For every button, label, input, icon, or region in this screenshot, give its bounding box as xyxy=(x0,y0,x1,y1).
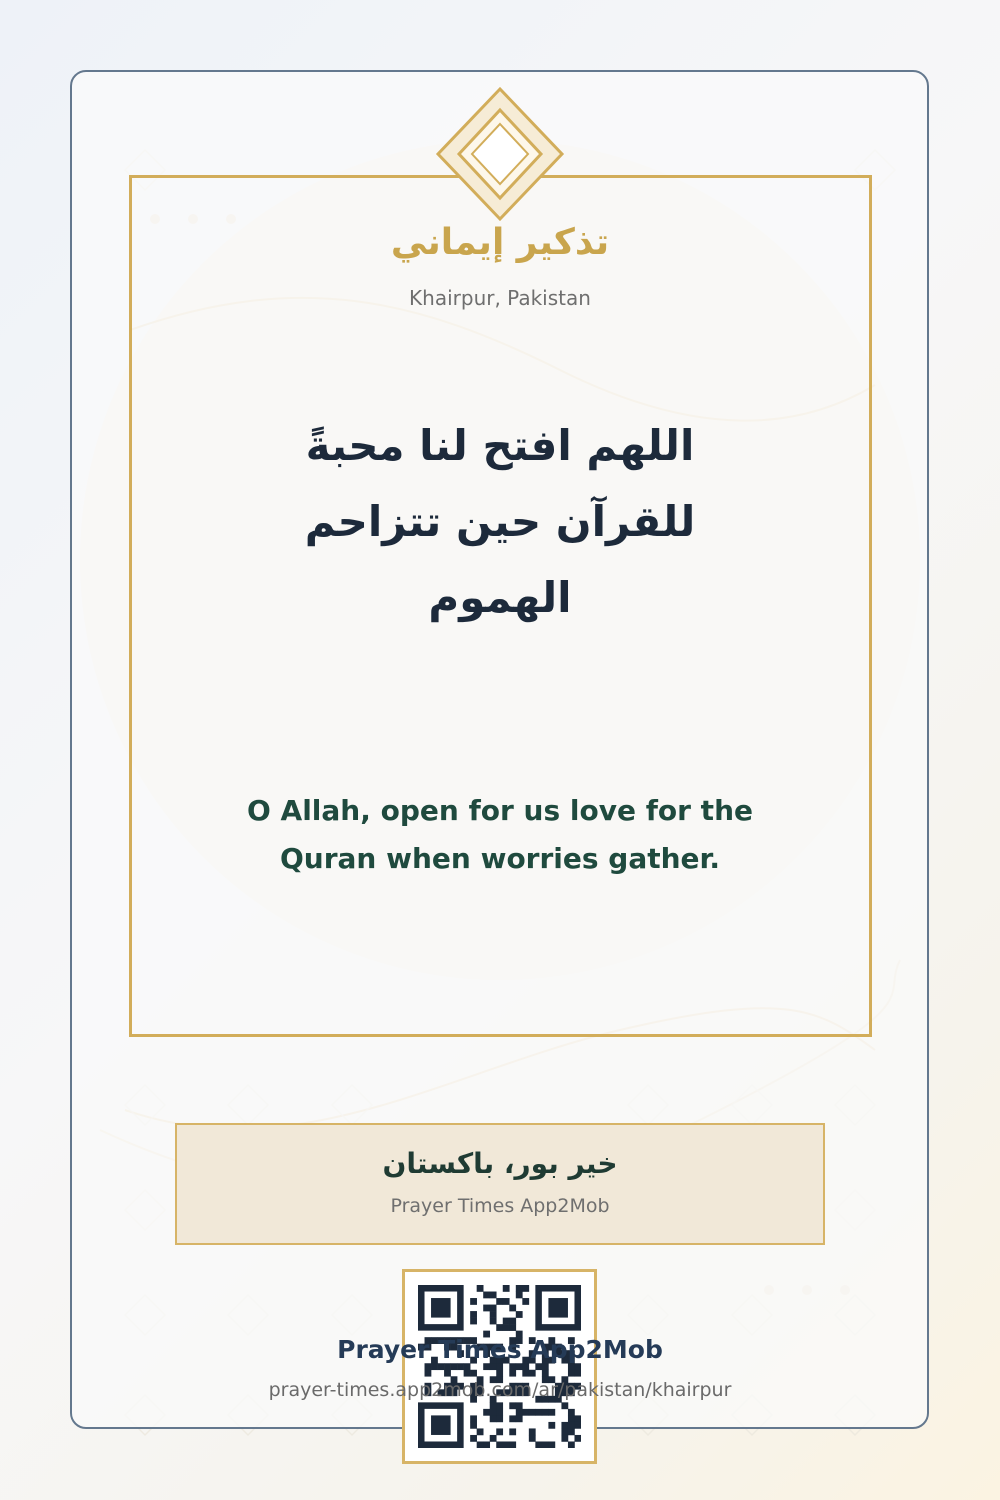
qr-module xyxy=(516,1402,523,1409)
arabic-quote-line: اللهم افتح لنا محبةً xyxy=(305,421,695,470)
qr-module xyxy=(568,1415,575,1422)
qr-module xyxy=(548,1441,555,1448)
qr-module xyxy=(490,1311,497,1318)
qr-module xyxy=(516,1285,523,1292)
brand-title: تذكير إيماني xyxy=(390,222,610,263)
qr-module xyxy=(496,1409,503,1416)
qr-module xyxy=(496,1415,503,1422)
qr-module xyxy=(509,1318,516,1325)
diamond-emblem-icon xyxy=(435,86,565,222)
qr-module xyxy=(568,1363,575,1370)
qr-module xyxy=(522,1285,529,1292)
qr-module xyxy=(490,1435,497,1442)
qr-module xyxy=(509,1402,516,1409)
qr-module xyxy=(574,1415,581,1422)
qr-module xyxy=(516,1409,523,1416)
qr-module xyxy=(490,1363,497,1370)
qr-module xyxy=(438,1363,445,1370)
qr-module xyxy=(496,1298,503,1305)
qr-module xyxy=(464,1363,471,1370)
app-name: Prayer Times App2Mob xyxy=(390,1195,610,1217)
qr-module xyxy=(490,1415,497,1422)
qr-module xyxy=(470,1298,477,1305)
qr-module xyxy=(490,1305,497,1312)
qr-module xyxy=(503,1318,510,1325)
qr-module xyxy=(483,1305,490,1312)
location-label: Khairpur, Pakistan xyxy=(409,286,591,310)
qr-module xyxy=(548,1298,568,1318)
qr-module xyxy=(542,1409,549,1416)
qr-module xyxy=(522,1363,529,1370)
qr-module xyxy=(509,1441,516,1448)
qr-module xyxy=(574,1370,581,1377)
qr-module xyxy=(548,1422,555,1429)
footer-url[interactable]: prayer-times.app2mob.com/ar/pakistan/khairpur xyxy=(268,1379,732,1401)
qr-module xyxy=(568,1441,575,1448)
qr-module xyxy=(483,1409,490,1416)
english-quote xyxy=(200,787,800,883)
qr-module xyxy=(568,1370,575,1377)
qr-module xyxy=(561,1435,568,1442)
qr-module xyxy=(444,1363,451,1370)
arabic-quote-line: للقرآن حين تتزاحم xyxy=(304,497,696,546)
qr-module xyxy=(470,1415,477,1422)
qr-module xyxy=(535,1409,542,1416)
qr-module xyxy=(457,1363,464,1370)
qr-module xyxy=(516,1415,523,1422)
qr-module xyxy=(509,1415,516,1422)
qr-module xyxy=(542,1370,549,1377)
qr-module xyxy=(535,1363,542,1370)
qr-module xyxy=(509,1370,516,1377)
qr-module xyxy=(509,1324,516,1331)
arabic-quote xyxy=(250,408,750,636)
qr-module xyxy=(561,1402,568,1409)
qr-module xyxy=(529,1370,536,1377)
qr-module xyxy=(470,1318,477,1325)
qr-module xyxy=(464,1370,471,1377)
qr-module xyxy=(490,1402,497,1409)
qr-module xyxy=(470,1435,477,1442)
qr-module xyxy=(529,1428,536,1435)
qr-module xyxy=(516,1311,523,1318)
qr-module xyxy=(490,1292,497,1299)
location-info-box xyxy=(175,1123,825,1245)
qr-module xyxy=(516,1363,523,1370)
qr-module xyxy=(425,1363,432,1370)
qr-module xyxy=(483,1441,490,1448)
qr-module xyxy=(529,1435,536,1442)
qr-module xyxy=(470,1311,477,1318)
qr-module xyxy=(574,1435,581,1442)
qr-module xyxy=(522,1409,529,1416)
qr-module xyxy=(496,1324,503,1331)
qr-module xyxy=(509,1428,516,1435)
qr-module xyxy=(561,1428,568,1435)
qr-module xyxy=(529,1409,536,1416)
qr-module xyxy=(503,1324,510,1331)
qr-module xyxy=(477,1428,484,1435)
qr-module xyxy=(568,1409,575,1416)
qr-module xyxy=(451,1363,458,1370)
qr-module xyxy=(574,1363,581,1370)
arabic-location: خير بور، باكستان xyxy=(382,1147,618,1180)
qr-module xyxy=(496,1402,503,1409)
english-quote-line: Quran when worries gather. xyxy=(279,842,720,875)
qr-module xyxy=(574,1422,581,1429)
qr-module xyxy=(483,1363,490,1370)
qr-module xyxy=(490,1318,497,1325)
qr-module xyxy=(496,1441,503,1448)
qr-module xyxy=(561,1422,568,1429)
qr-module xyxy=(568,1422,575,1429)
qr-module xyxy=(542,1363,549,1370)
qr-module xyxy=(522,1370,529,1377)
qr-module xyxy=(496,1428,503,1435)
qr-module xyxy=(431,1415,451,1435)
qr-module xyxy=(477,1285,484,1292)
qr-module xyxy=(509,1363,516,1370)
qr-code[interactable] xyxy=(402,1269,597,1464)
qr-module xyxy=(503,1285,510,1292)
qr-module xyxy=(509,1305,516,1312)
qr-module xyxy=(503,1441,510,1448)
qr-module xyxy=(535,1441,542,1448)
arabic-quote-line: الهموم xyxy=(428,573,572,622)
english-quote-line: O Allah, open for us love for the xyxy=(246,794,753,827)
qr-module xyxy=(503,1298,510,1305)
qr-code-image xyxy=(418,1285,581,1448)
footer-title: Prayer Times App2Mob xyxy=(337,1335,663,1364)
qr-module xyxy=(483,1292,490,1299)
qr-module xyxy=(496,1363,503,1370)
qr-module xyxy=(490,1409,497,1416)
qr-module xyxy=(516,1292,523,1299)
qr-module xyxy=(431,1298,451,1318)
qr-module xyxy=(444,1370,451,1377)
qr-module xyxy=(470,1422,477,1429)
qr-module xyxy=(548,1409,555,1416)
qr-module xyxy=(496,1370,503,1377)
qr-module xyxy=(431,1363,438,1370)
qr-module xyxy=(522,1298,529,1305)
qr-module xyxy=(470,1370,477,1377)
qr-module xyxy=(568,1428,575,1435)
qr-module xyxy=(477,1441,484,1448)
qr-module xyxy=(425,1370,432,1377)
qr-module xyxy=(542,1441,549,1448)
